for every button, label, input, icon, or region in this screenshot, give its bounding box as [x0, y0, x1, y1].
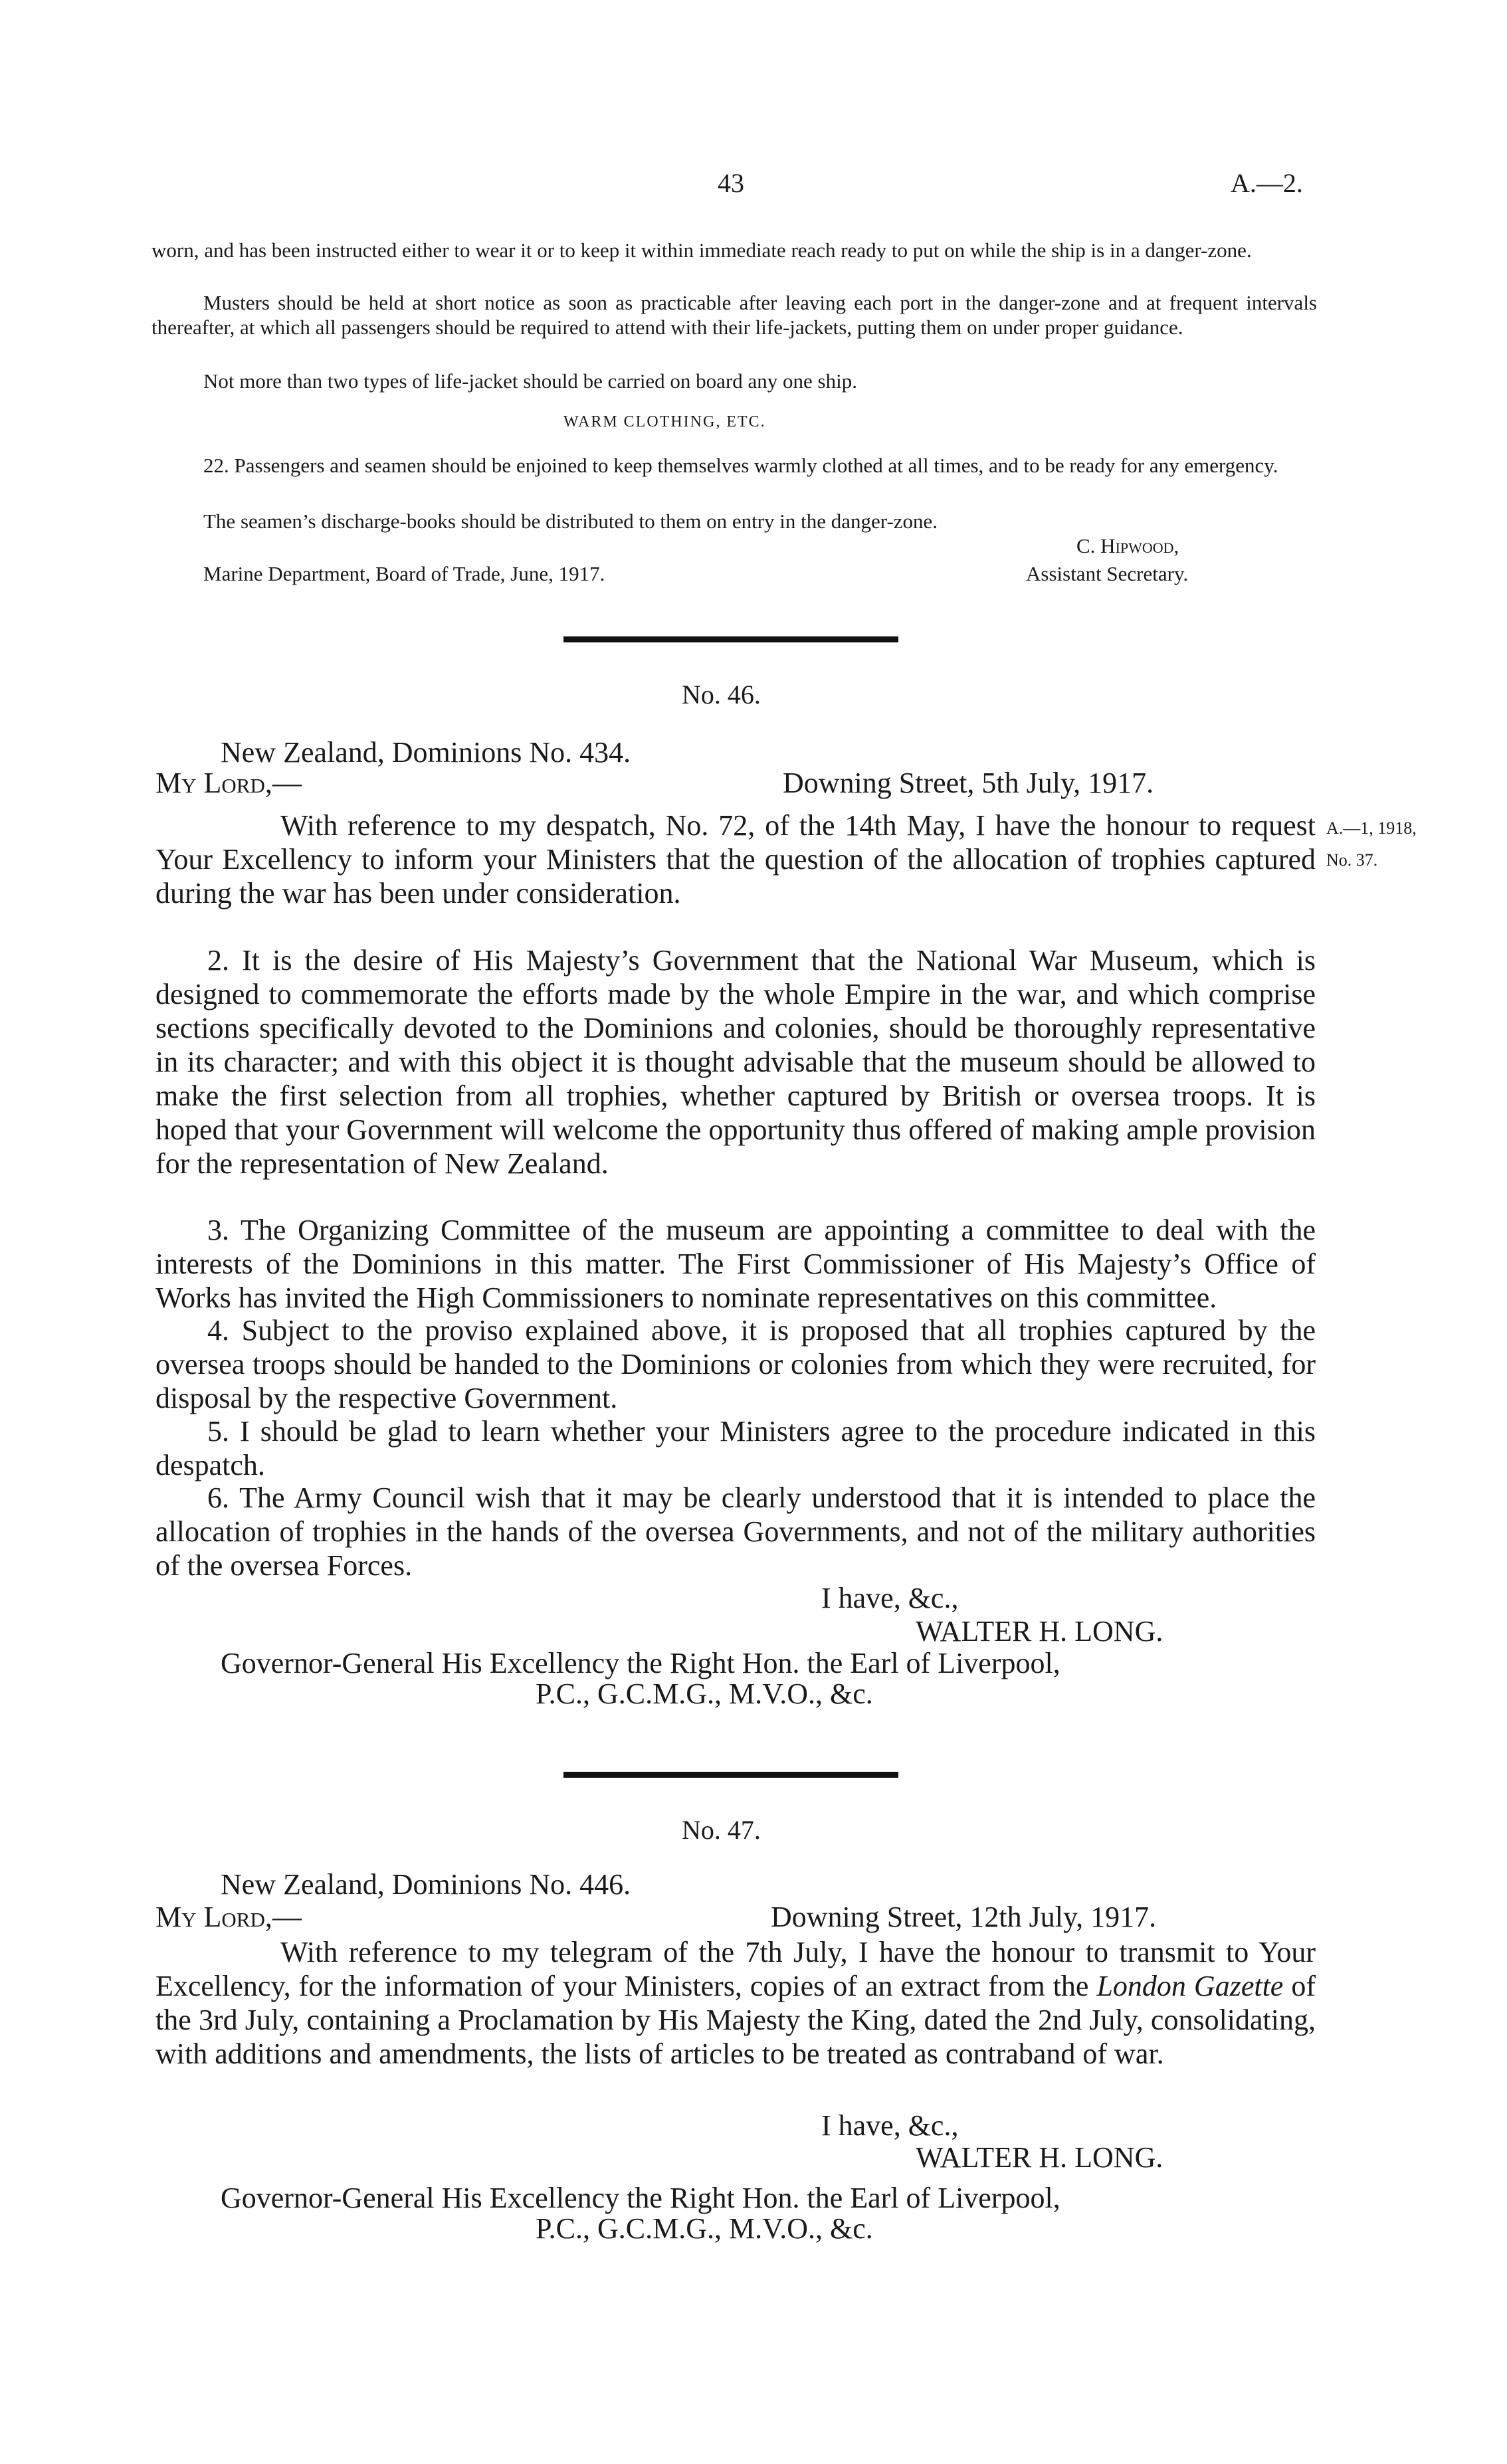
document-code: A.—2. — [1231, 168, 1303, 198]
despatch-47-salutation: My Lord,— — [155, 1901, 302, 1933]
top-paragraph-2: Musters should be held at short notice as soon as practicable after leaving each port in the danger-zone and at frequent intervals thereafter, at which all passengers should be required to attend with their life-jackets, putting them on under proper guidance. — [151, 291, 1317, 339]
despatch-46-addressee-1: Governor-General His Excellency the Right Hon. the Earl of Liverpool, — [221, 1647, 1060, 1679]
department-line: Marine Department, Board of Trade, June, 1917. — [203, 562, 605, 585]
despatch-46-paragraph-4: 4. Subject to the proviso explained above, it is proposed that all trophies captured by the oversea troops should be handed to the Dominions or colonies from which they were recruited, for disposal by the respective Government. — [155, 1314, 1316, 1414]
despatch-46-signature: WALTER H. LONG. — [916, 1615, 1163, 1648]
despatch-46-heading: No. 46. — [682, 680, 761, 710]
margin-note-line-2: No. 37. — [1326, 850, 1378, 870]
despatch-46-salutation: My Lord,— — [155, 767, 302, 799]
despatch-47-addressee-2: P.C., G.C.M.G., M.V.O., &c. — [536, 2212, 873, 2245]
despatch-46-paragraph-2: 2. It is the desire of His Majesty’s Government that the National War Museum, which is designed to commemorate the efforts made by the whole Empire in the war, and which comprise sections specifically devoted to the Dominions and colonies, should be thoroughly representative in its character; and with this object it is thought advisable that the museum should be allowed to make the first selection from all trophies, whether captured by British or oversea troops. It is hoped that your Government will welcome the opportunity thus offered of making ample provision for the representation of New Zealand. — [155, 944, 1316, 1180]
signer-title: Assistant Secretary. — [1026, 562, 1189, 585]
despatch-47-closing: I have, &c., — [821, 2109, 959, 2142]
page-number: 43 — [718, 168, 744, 198]
despatch-47-paragraph-1: With reference to my telegram of the 7th July, I have the honour to transmit to Your Excellency, for the information of your Ministers, copies of an extract from the London Gazette of the 3rd July, containing a Proclamation by His Majesty the King, dated the 2nd July, consolidating, with additions and amendments, the lists of articles to be treated as contraband of war. — [155, 1936, 1316, 2070]
top-paragraph-1: worn, and has been instructed either to wear it or to keep it within immediate reach ready to put on while the ship is in a danger-zone. — [151, 238, 1252, 262]
despatch-46-closing: I have, &c., — [821, 1582, 959, 1614]
margin-note-line-1: A.—1, 1918, — [1326, 818, 1417, 838]
despatch-46-paragraph-5: 5. I should be glad to learn whether your Ministers agree to the procedure indicated in this despatch. — [155, 1415, 1316, 1481]
despatch-47-addressee-1: Governor-General His Excellency the Right Hon. the Earl of Liverpool, — [221, 2182, 1060, 2214]
despatch-46-paragraph-3: 3. The Organizing Committee of the museum are appointing a committee to deal with the interests of the Dominions in this matter. The First Commissioner of His Majesty’s Office of Works has invited the High Commissioners to nominate representatives on this committee. — [155, 1214, 1316, 1314]
despatch-46-paragraph-6: 6. The Army Council wish that it may be clearly understood that it is intended to place the allocation of trophies in the hands of the oversea Governments, and not of the military authorities of the oversea Forces. — [155, 1481, 1316, 1582]
top-paragraph-3: Not more than two types of life-jacket should be carried on board any one ship. — [203, 369, 857, 393]
top-paragraph-4: 22. Passengers and seamen should be enjoined to keep themselves warmly clothed at all times, and to be ready for any emergency. — [203, 454, 1278, 477]
despatch-47-reference: New Zealand, Dominions No. 446. — [221, 1868, 631, 1901]
top-paragraph-5: The seamen’s discharge-books should be distributed to them on entry in the danger-zone. — [203, 510, 938, 533]
despatch-46-paragraph-1: With reference to my despatch, No. 72, of the 14th May, I have the honour to request Your Excellency to inform your Ministers that the question of the allocation of trophies captured during the war has been under consideration. — [155, 809, 1316, 909]
despatch-47-dateline: Downing Street, 12th July, 1917. — [771, 1901, 1157, 1933]
despatch-47-heading: No. 47. — [682, 1815, 761, 1845]
despatch-46-dateline: Downing Street, 5th July, 1917. — [783, 767, 1154, 799]
section-subheading: WARM CLOTHING, ETC. — [563, 413, 766, 430]
section-divider-1 — [563, 636, 898, 642]
despatch-46-reference: New Zealand, Dominions No. 434. — [221, 736, 631, 769]
despatch-46-addressee-2: P.C., G.C.M.G., M.V.O., &c. — [536, 1677, 873, 1710]
signer-name: C. Hipwood, — [1076, 534, 1179, 557]
despatch-47-signature: WALTER H. LONG. — [916, 2141, 1163, 2174]
section-divider-2 — [563, 1772, 898, 1778]
gazette-title: London Gazette — [1096, 1970, 1284, 2002]
